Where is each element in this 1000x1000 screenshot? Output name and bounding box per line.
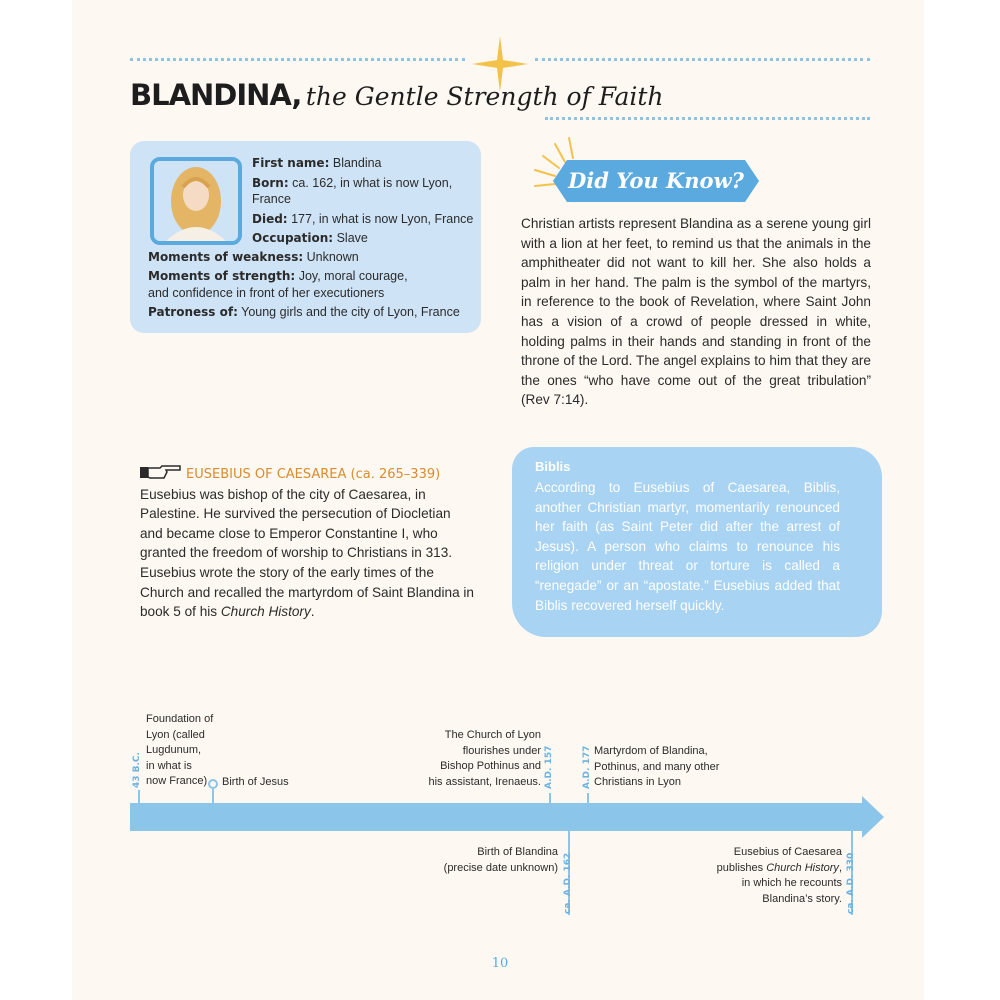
- event-martyrdom: Martyrdom of Blandina, Pothinus, and many other Christians in Lyon: [594, 745, 720, 788]
- fact-born: Born: ca. 162, in what is now Lyon,: [252, 176, 453, 190]
- date-157: A.D. 157: [544, 745, 554, 789]
- fact-died: Died: 177, in what is now Lyon, France: [252, 212, 474, 226]
- date-162: ca. A.D. 162: [563, 852, 573, 914]
- date-330: ca. A.D. 330: [846, 852, 856, 914]
- event-church-history: Eusebius of Caesarea publishes Church History, in which he recounts Blandina’s story.: [716, 846, 842, 905]
- fact-occupation: Occupation: Slave: [252, 231, 368, 245]
- fact-patroness: Patroness of: Young girls and the city of Lyon, France: [148, 305, 460, 319]
- date-43bc: 43 B.C.: [132, 752, 142, 788]
- fact-born-cont: France: [252, 192, 291, 206]
- tick-177: [587, 793, 589, 804]
- timeline-arrowhead: [862, 796, 884, 838]
- eusebius-heading: EUSEBIUS OF CAESAREA (ca. 265–339): [186, 467, 441, 482]
- eusebius-paragraph: EUSEBIUS OF CAESAREA (ca. 265–339) Eusebius was bishop of the city of Caesarea, in Palestine. He survived the persecution of Diocletian and became close to Emperor Constantine I, who granted the freedom of worship to Christians in 313. Eusebius wrote the story of the early times of the Church and recalled the martyrdom of Saint Blandina in book 5 of his Church History.: [140, 464, 475, 622]
- header-dotted-rule-right: [535, 58, 870, 61]
- page-title: [130, 78, 664, 112]
- tick-157: [549, 793, 551, 804]
- fact-weakness: Moments of weakness: Unknown: [148, 250, 359, 264]
- tick-birth-of-jesus: [212, 789, 214, 803]
- did-you-know-text: Christian artists represent Blandina as a serene young girl with a lion at her feet, to remind us that the animals in the amphitheater did not want to kill her. She also holds a palm in her hand. The palm is the symbol of the martyrs, in reference to the book of Revelation, where Saint John has a vision of a crowd of people dressed in white, holding palms in their hands and standing in front of the throne of the Lord. The angel explains to him that they are the ones “who have come out of the great tribulation” (Rev 7:14).: [521, 216, 871, 408]
- did-you-know-banner: Did You Know?: [567, 160, 745, 202]
- pointing-hand-icon: [140, 464, 182, 480]
- fact-strength: Moments of strength: Joy, moral courage,: [148, 269, 408, 283]
- church-history-title: Church History: [220, 604, 311, 620]
- event-birth-of-blandina: Birth of Blandina (precise date unknown): [443, 846, 558, 874]
- biblis-heading: Biblis: [535, 459, 571, 474]
- timeline-bar: [130, 803, 863, 831]
- header-dotted-rule-left: [130, 58, 465, 61]
- event-birth-of-jesus: Birth of Jesus: [222, 776, 289, 788]
- fact-strength-cont: and confidence in front of her executioners: [148, 286, 385, 300]
- biblis-text: According to Eusebius of Caesarea, Biblis, another Christian martyr, momentarily renounced her faith (as Saint Peter did after the arrest of Jesus). A person who claims to renounce his religion under threat or torture is called a “renegade” or an “apostate.” Eusebius added that Biblis recovered herself quickly.: [535, 480, 840, 613]
- tick-43bc: [138, 790, 140, 804]
- event-foundation: Foundation of Lyon (called Lugdunum, in what is now France): [146, 713, 214, 787]
- title-dotted-rule: [545, 117, 870, 120]
- event-church-of-lyon: The Church of Lyon flourishes under Bishop Pothinus and his assistant, Irenaeus.: [428, 729, 541, 788]
- fact-first-name: First name: Blandina: [252, 156, 382, 170]
- marker-birth-of-jesus: [208, 779, 218, 789]
- title-name: BLANDINA,: [130, 78, 302, 112]
- blandina-portrait: [150, 157, 242, 245]
- title-subtitle: the Gentle Strength of Faith: [305, 82, 664, 111]
- date-177: A.D. 177: [582, 745, 592, 789]
- page-number: 10: [491, 956, 509, 971]
